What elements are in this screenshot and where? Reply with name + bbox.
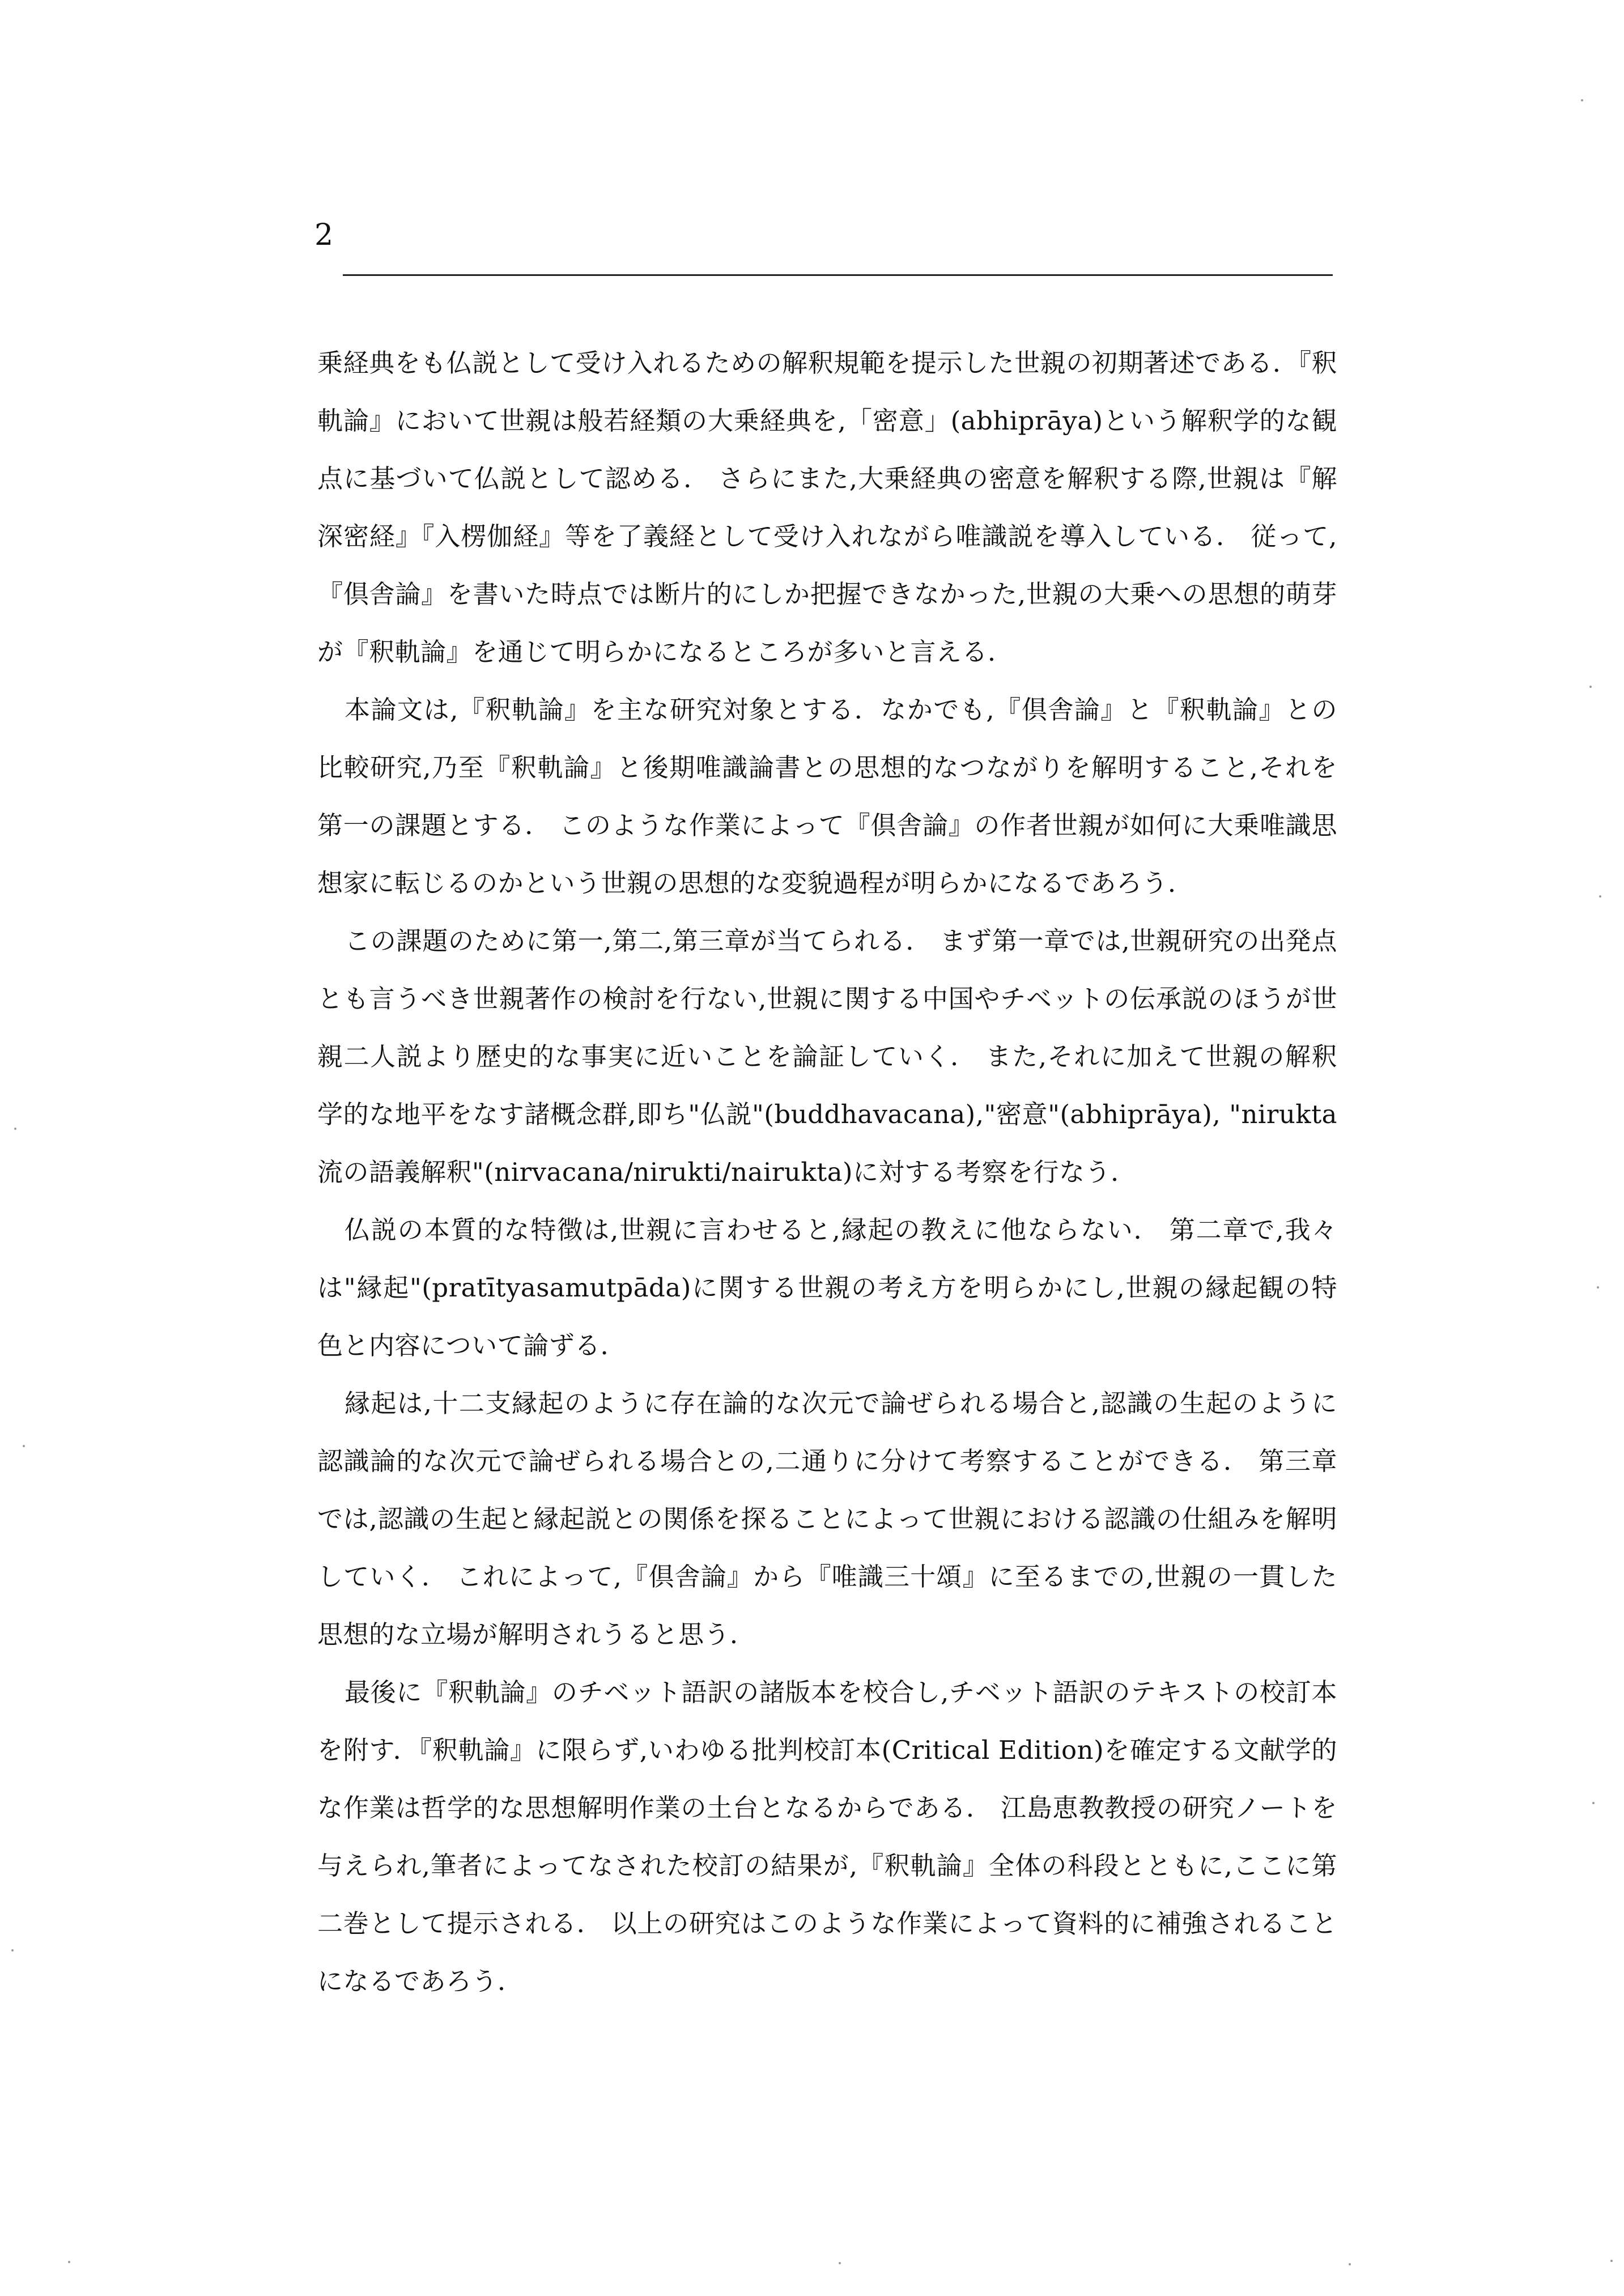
- paragraph-4: 仏説の本質的な特徴は,世親に言わせると,縁起の教えに他ならない． 第二章で,我々は"縁起"(pratītyasamutpāda)に関する世親の考え方を明らかにし,世親の縁起観の特色と内容について論ずる．: [317, 1215, 1337, 1360]
- scan-speck: [68, 2261, 70, 2263]
- scan-speck: [1592, 1802, 1595, 1804]
- scan-speck: [1599, 895, 1601, 898]
- paragraph-6: 最後に『釈軌論』のチベット語訳の諸版本を校合し,チベット語訳のテキストの校訂本を附す．『釈軌論』に限らず,いわゆる批判校訂本(Critical Edition)を確定する文献学的な作業は哲学的な思想解明作業の土台となるからである． 江島恵教教授の研究ノートを与えられ,筆者によってなされた校訂の結果が,『釈軌論』全体の科段とともに,ここに第二巻として提示される． 以上の研究はこのような作業によって資料的に補強されることになるであろう．: [317, 1677, 1337, 1996]
- scan-speck: [1589, 686, 1592, 688]
- scan-speck: [11, 1949, 14, 1951]
- scan-speck: [839, 2262, 841, 2264]
- scan-speck: [1610, 2260, 1613, 2262]
- scan-speck: [1597, 1286, 1599, 1289]
- scan-speck: [14, 1128, 16, 1130]
- page-number: 2: [314, 218, 334, 252]
- scan-speck: [23, 1445, 25, 1447]
- header-rule: [343, 274, 1333, 276]
- paragraph-5: 縁起は,十二支縁起のように存在論的な次元で論ぜられる場合と,認識の生起のように認識論的な次元で論ぜられる場合との,二通りに分けて考察することができる． 第三章では,認識の生起と縁起説との関係を探ることによって世親における認識の仕組みを解明していく． これによって,『倶舎論』から『唯識三十頌』に至るまでの,世親の一貫した思想的な立場が解明されうると思う．: [317, 1388, 1337, 1649]
- scan-speck: [1349, 2263, 1351, 2265]
- paragraph-1: 乗経典をも仏説として受け入れるための解釈規範を提示した世親の初期著述である．『釈軌論』において世親は般若経類の大乗経典を,「密意」(abhiprāya)という解釈学的な観点に基づいて仏説として認める． さらにまた,大乗経典の密意を解釈する際,世親は『解深密経』『入楞伽経』等を了義経として受け入れながら唯識説を導入している． 従って,『倶舎論』を書いた時点では断片的にしか把握できなかった,世親の大乗への思想的萌芽が『釈軌論』を通じて明らかになるところが多いと言える．: [317, 348, 1337, 667]
- body-text: [317, 334, 1337, 2010]
- paragraph-2: 本論文は,『釈軌論』を主な研究対象とする．なかでも,『倶舎論』と『釈軌論』との比較研究,乃至『釈軌論』と後期唯識論書との思想的なつながりを解明すること,それを第一の課題とする． このような作業によって『倶舎論』の作者世親が如何に大乗唯識思想家に転じるのかという世親の思想的な変貌過程が明らかになるであろう．: [317, 695, 1337, 898]
- scan-speck: [1581, 99, 1583, 101]
- paragraph-3: この課題のために第一,第二,第三章が当てられる． まず第一章では,世親研究の出発点とも言うべき世親著作の検討を行ない,世親に関する中国やチベットの伝承説のほうが世親二人説より歴史的な事実に近いことを論証していく． また,それに加えて世親の解釈学的な地平をなす諸概念群,即ち"仏説"(buddhavacana),"密意"(abhiprāya), "nirukta流の語義解釈"(nirvacana/nirukti/nairukta)に対する考察を行なう．: [317, 926, 1337, 1187]
